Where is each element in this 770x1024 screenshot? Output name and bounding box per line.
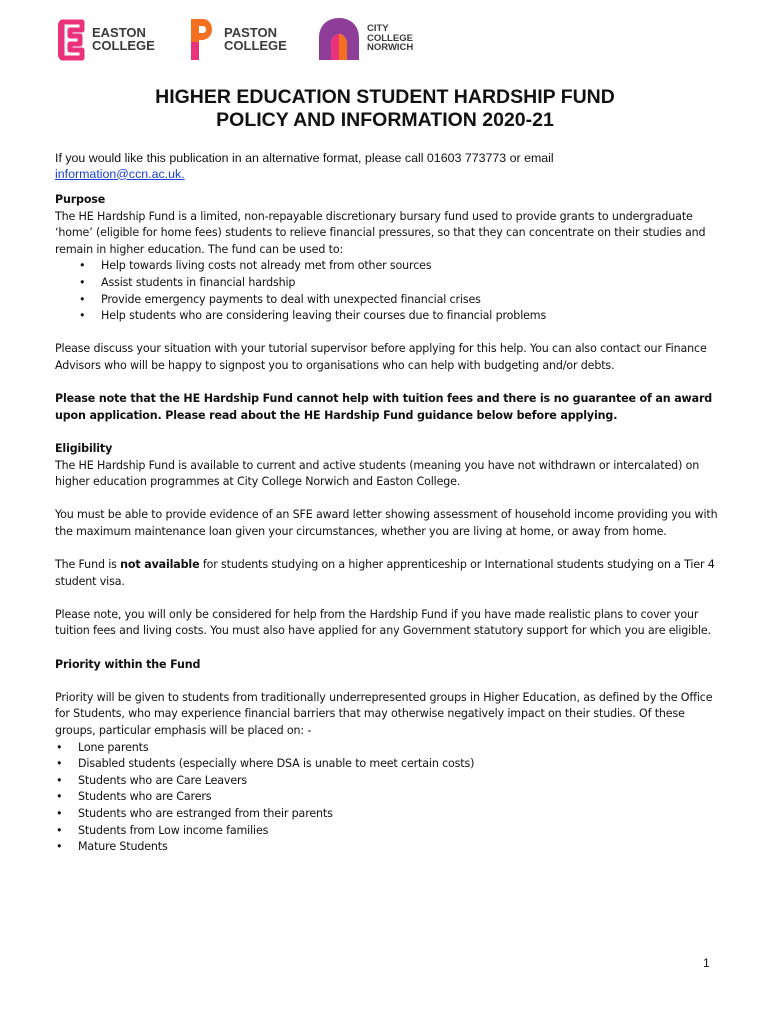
priority-heading: Priority within the Fund bbox=[55, 657, 201, 671]
eligibility-paragraph-4: Please note, you will only be considered for help from the Hardship Fund if you have made realistic plans to cover your tuition fees and living costs. You must also have applied for any Government statutory support for which you are eligible. bbox=[55, 607, 711, 638]
email-link[interactable]: information@ccn.ac.uk. bbox=[55, 166, 185, 181]
list-item: • Disabled students (especially where DSA is unable to meet certain costs) bbox=[78, 756, 720, 773]
paston-line2: COLLEGE bbox=[224, 38, 287, 53]
not-available-emphasis: not available bbox=[120, 558, 200, 572]
list-item: • Assist students in financial hardship bbox=[101, 275, 720, 292]
priority-text: Priority will be given to students from traditionally underrepresented groups in Higher Education, as defined by the Office for Students, who may experience financial barriers that may otherwise negatively impact on their studies. Of these groups, particular emphasis will be placed on: - bbox=[55, 690, 713, 737]
list-item: • Mature Students bbox=[78, 839, 720, 856]
document-body bbox=[55, 192, 720, 856]
intro-text: If you would like this publication in an alternative format, please call 01603 773773 or email bbox=[55, 151, 554, 165]
eligibility-heading: Eligibility bbox=[55, 441, 113, 455]
city-college-norwich-logo bbox=[317, 14, 427, 62]
page-number: 1 bbox=[703, 956, 710, 970]
paston-line1: PASTON bbox=[224, 25, 277, 40]
list-item: • Students who are estranged from their parents bbox=[78, 806, 720, 823]
eligibility-paragraph-2: You must be able to provide evidence of an SFE award letter showing assessment of household income providing you with the maximum maintenance loan given your circumstances, whether you are living at home, or away from home. bbox=[55, 508, 718, 538]
ccn-line3: NORWICH bbox=[367, 42, 414, 53]
title-line-2: POLICY AND INFORMATION 2020-21 bbox=[216, 109, 554, 131]
eligibility-paragraph-3 bbox=[55, 557, 720, 590]
list-item: • Provide emergency payments to deal with unexpected financial crises bbox=[101, 292, 720, 309]
ccn-line1: CITY bbox=[367, 23, 389, 34]
p3-before: The Fund is bbox=[55, 558, 121, 572]
priority-bullet-list bbox=[55, 740, 720, 856]
list-item: • Help students who are considering leaving their courses due to financial problems bbox=[101, 308, 720, 325]
list-item: • Students from Low income families bbox=[78, 823, 720, 840]
list-item: • Students who are Care Leavers bbox=[78, 773, 720, 790]
tuition-fee-note: Please note that the HE Hardship Fund cannot help with tuition fees and there is no guarantee of an award upon application. Please read about the HE Hardship Fund guidance below before applying. bbox=[55, 392, 713, 422]
easton-college-logo bbox=[58, 14, 158, 62]
easton-line1: EASTON bbox=[92, 25, 146, 40]
purpose-text: The HE Hardship Fund is a limited, non-repayable discretionary bursary fund used to provide grants to undergraduate ‘home’ (eligible for home fees) students to relieve financial pressures, so that they can concentrate on their studies and remain in higher education. The fund can be used to: bbox=[55, 209, 706, 256]
paston-college-logo bbox=[188, 14, 298, 62]
list-item: • Help towards living costs not already met from other sources bbox=[101, 258, 720, 275]
discuss-paragraph: Please discuss your situation with your tutorial supervisor before applying for this help. You can also contact our Finance Advisors who will be happy to signpost you to organisations who can help with budgeting and/or debts. bbox=[55, 342, 707, 372]
alternative-format-note bbox=[55, 151, 715, 182]
purpose-bullet-list bbox=[55, 258, 720, 324]
page-title bbox=[0, 86, 770, 132]
list-item: • Students who are Carers bbox=[78, 789, 720, 806]
list-item: • Lone parents bbox=[78, 740, 720, 757]
easton-mark-icon bbox=[58, 18, 88, 62]
easton-line2: COLLEGE bbox=[92, 38, 155, 53]
paston-mark-icon bbox=[188, 16, 218, 62]
purpose-heading: Purpose bbox=[55, 193, 106, 206]
p3-after: for students studying on a higher apprenticeship or International students studying on a Tier 4 student visa. bbox=[55, 558, 715, 588]
eligibility-paragraph-1: The HE Hardship Fund is available to current and active students (meaning you have not withdrawn or intercalated) on higher education programmes at City College Norwich and Easton College. bbox=[55, 458, 700, 489]
title-line-1: HIGHER EDUCATION STUDENT HARDSHIP FUND bbox=[155, 86, 615, 108]
ccn-arch-icon bbox=[317, 16, 361, 62]
ccn-line2: COLLEGE bbox=[367, 32, 413, 44]
